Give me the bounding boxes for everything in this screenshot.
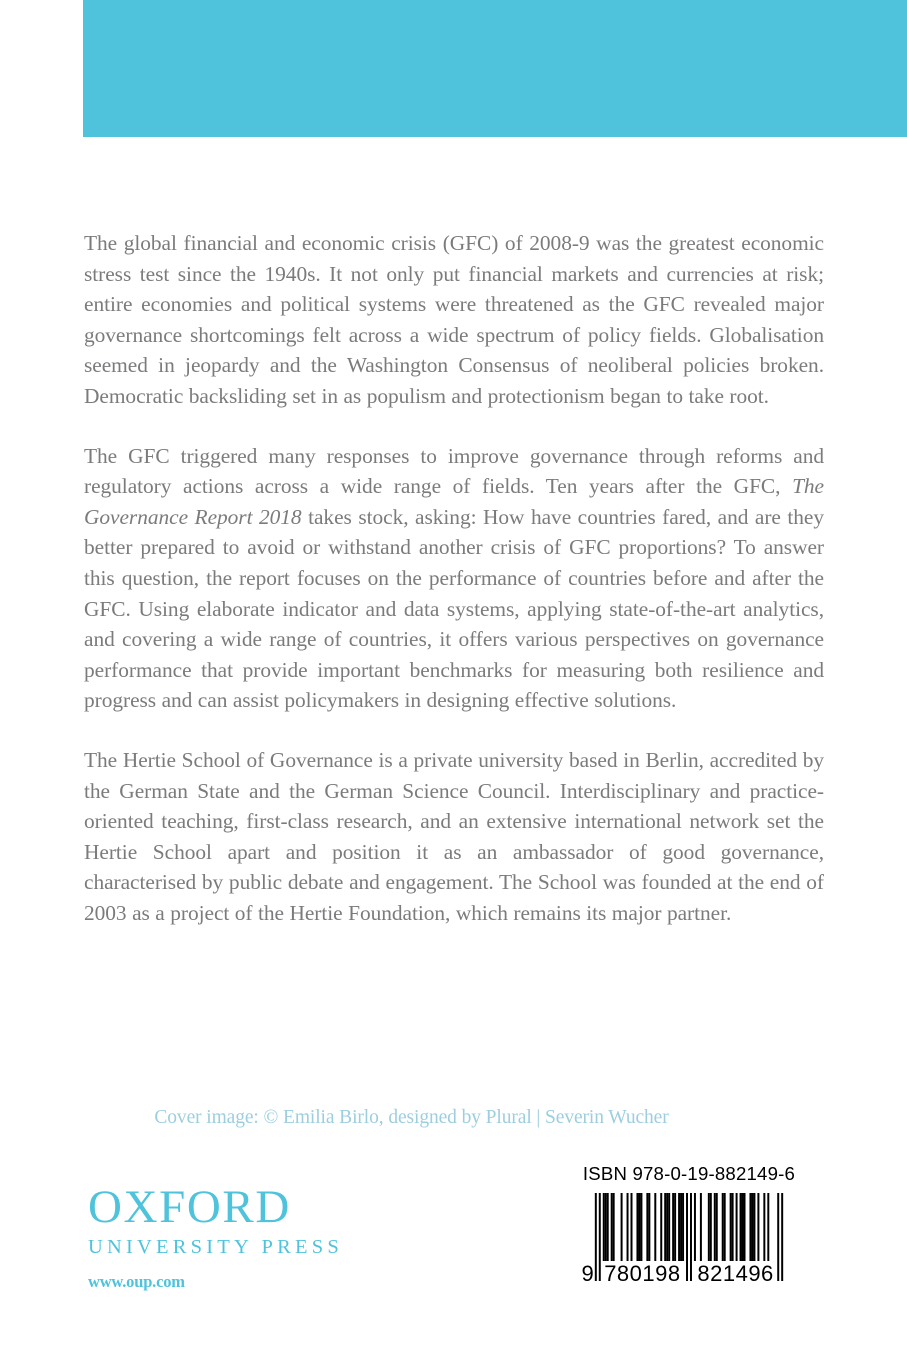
back-cover-blurb (84, 228, 824, 928)
cover-image-credit: Cover image: © Emilia Birlo, designed by Plural | Severin Wucher (154, 1107, 669, 1128)
blurb-paragraph-2 (84, 441, 824, 716)
oup-website-url[interactable]: www.oup.com (88, 1272, 185, 1291)
blurb-paragraph-1: The global financial and economic crisis (GFC) of 2008-9 was the greatest economic stress test since the 1940s. It not only put financial markets and currencies at risk; entire economies and political systems were threatened as the GFC revealed major governance shortcomings felt across a wide spectrum of policy fields. Globalisation seemed in jeopardy and the Washington Consensus of neoliberal policies broken. Democratic backsliding set in as populism and protectionism began to take root. (84, 231, 824, 408)
svg-text:780198: 780198 (604, 1261, 681, 1285)
svg-text:9: 9 (581, 1261, 595, 1285)
oxford-university-press-logo (88, 1182, 343, 1260)
oup-logo-wordmark: OXFORD (88, 1181, 291, 1233)
blurb-paragraph-2-tail: takes stock, asking: How have countries fared, and are they better prepared to avoid or withstand another crisis of GFC proportions? To answer this question, the report focuses on the performance of countries before and after the GFC. Using elaborate indicator and data systems, applying state-of-the-art analytics, and covering a wide range of countries, it offers various perspectives on governance performance that provide important benchmarks for measuring both resilience and progress and can assist policymakers in designing effective solutions. (84, 504, 824, 713)
svg-text:821496: 821496 (697, 1261, 774, 1285)
oup-logo-subtitle: UNIVERSITY PRESS (88, 1236, 343, 1258)
ean13-barcode (575, 1189, 803, 1285)
blurb-paragraph-2-lead: The GFC triggered many responses to improve governance through reforms and regulatory actions across a wide range of fields. Ten years after the GFC, (84, 443, 824, 499)
barcode-bars-svg (575, 1189, 803, 1285)
isbn-barcode-block (575, 1163, 803, 1285)
report-title-italic: The Governance Report 2018 (84, 474, 824, 529)
cover-top-band (83, 0, 907, 137)
isbn-number-label: ISBN 978-0-19-882149-6 (582, 1163, 796, 1184)
blurb-paragraph-3: The Hertie School of Governance is a private university based in Berlin, accredited by the German State and the German Science Council. Interdisciplinary and practice-oriented teaching, first-class research, and an extensive international network set the Hertie School apart and position it as an ambassador of good governance, characterised by public debate and engagement. The School was founded at the end of 2003 as a project of the Hertie Foundation, which remains its major partner. (84, 747, 824, 925)
